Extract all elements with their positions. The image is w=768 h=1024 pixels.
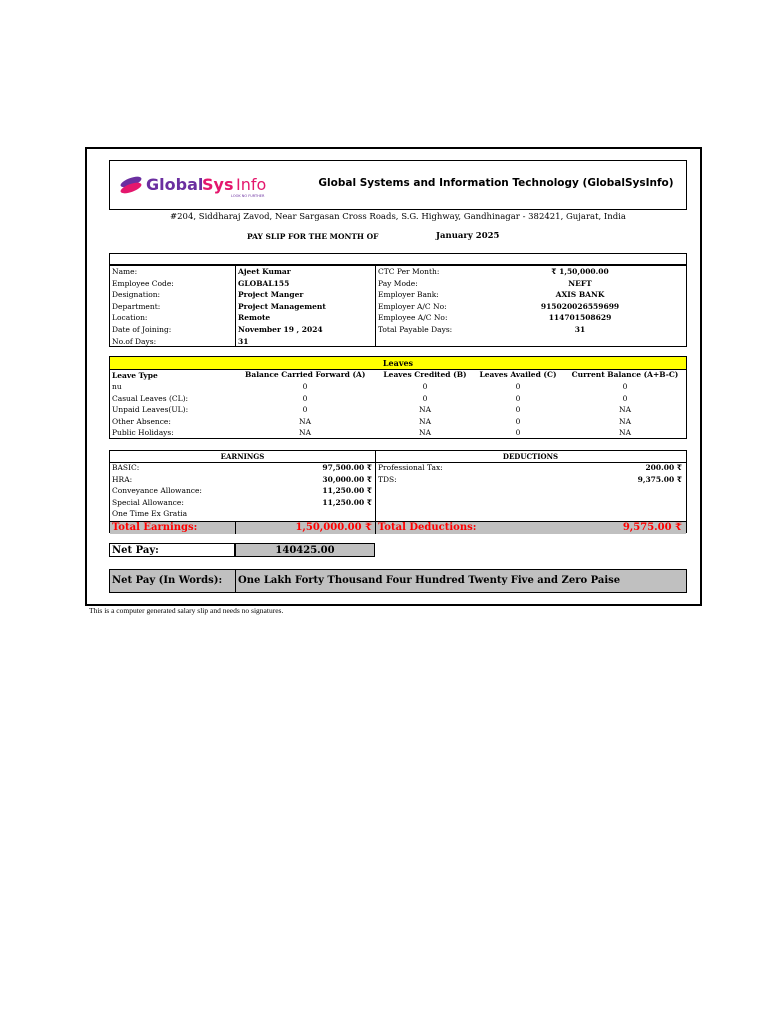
payslip-month-value: January 2025 xyxy=(436,231,500,241)
leave-credited: NA xyxy=(419,405,431,415)
leave-carried: NA xyxy=(299,416,311,426)
leave-balance: NA xyxy=(619,428,631,438)
earning-label: Conveyance Allowance: xyxy=(112,486,202,496)
leaves-header-availed: Leaves Availed (C) xyxy=(479,370,557,379)
employee-label: Location: xyxy=(112,313,148,323)
payable-days-value: 31 xyxy=(574,324,586,334)
spacer-bar xyxy=(109,253,687,265)
leaves-header-credited: Leaves Credited (B) xyxy=(383,370,467,379)
employee-designation: Project Manger xyxy=(238,290,304,300)
ctc-value: ₹ 1,50,000.00 xyxy=(551,267,609,276)
net-pay-label: Net Pay: xyxy=(109,543,235,557)
total-earnings-value: 1,50,000.00 ₹ xyxy=(295,522,372,533)
earning-label: HRA: xyxy=(112,474,133,484)
employment-label: CTC Per Month: xyxy=(378,267,440,276)
leave-balance: NA xyxy=(619,405,631,415)
net-pay-words-label: Net Pay (In Words): xyxy=(110,570,236,592)
employee-account-value: 114701508629 xyxy=(548,313,612,323)
total-earnings-label: Total Earnings: xyxy=(112,522,198,533)
employee-label: Employee Code: xyxy=(112,278,174,288)
pay-mode-value: NEFT xyxy=(568,278,592,288)
employee-code: GLOBAL155 xyxy=(238,278,290,288)
leaves-title: Leaves xyxy=(110,357,686,370)
logo-swirl-icon xyxy=(118,170,268,200)
earning-value: 30,000.00 ₹ xyxy=(322,474,372,484)
earning-label: One Time Ex Gratia xyxy=(112,509,188,519)
leave-carried: 0 xyxy=(302,393,308,403)
employee-label: No.of Days: xyxy=(112,336,157,346)
total-deductions-value: 9,575.00 ₹ xyxy=(622,522,682,533)
leave-availed: 0 xyxy=(515,428,521,438)
totals-row xyxy=(110,521,686,534)
leave-availed: 0 xyxy=(515,393,521,403)
company-logo xyxy=(118,170,268,200)
employment-label: Employer Bank: xyxy=(378,290,439,300)
footnote: This is a computer generated salary slip and needs no signatures. xyxy=(89,606,284,615)
employee-joining-date: November 19 , 2024 xyxy=(238,324,323,334)
leaves-header-type: Leave Type xyxy=(112,371,158,380)
leave-carried: 0 xyxy=(302,382,308,391)
leave-credited: NA xyxy=(419,416,431,426)
leave-type: Public Holidays: xyxy=(112,428,174,438)
deduction-value: 200.00 ₹ xyxy=(645,463,682,472)
employment-label: Employee A/C No: xyxy=(378,313,448,323)
leaves-header-balance: Current Balance (A+B-C) xyxy=(571,370,679,379)
leave-availed: 0 xyxy=(515,416,521,426)
employer-account-value: 915020026559699 xyxy=(540,301,620,311)
company-address: #204, Siddharaj Zavod, Near Sargasan Cross Roads, S.G. Highway, Gandhinagar - 382421, Gujarat, India xyxy=(170,212,626,222)
earning-value: 11,250.00 ₹ xyxy=(322,486,372,496)
leave-balance: 0 xyxy=(622,393,628,403)
total-deductions-label: Total Deductions: xyxy=(378,522,477,533)
leave-type: Other Absence: xyxy=(112,416,171,426)
employee-days: 31 xyxy=(238,336,249,346)
earning-label: BASIC: xyxy=(112,463,140,472)
logo-text-global: Global xyxy=(146,175,204,194)
leave-credited: NA xyxy=(419,428,431,438)
earnings-title: EARNINGS xyxy=(110,451,376,463)
employee-details xyxy=(109,265,687,347)
leave-carried: NA xyxy=(299,428,311,438)
leave-type: Unpaid Leaves(UL): xyxy=(112,405,189,415)
earning-value: 11,250.00 ₹ xyxy=(322,497,372,507)
leaves-header-carried: Balance Carried Forward (A) xyxy=(245,370,366,379)
earning-value: 97,500.00 ₹ xyxy=(322,463,372,472)
employee-label: Date of Joining: xyxy=(112,324,172,334)
earnings-deductions-table xyxy=(109,450,687,533)
payslip-month-label: PAY SLIP FOR THE MONTH OF xyxy=(247,232,379,241)
leave-availed: 0 xyxy=(515,405,521,415)
employer-bank-value: AXIS BANK xyxy=(555,290,605,300)
employment-label: Total Payable Days: xyxy=(378,324,453,334)
net-pay-words-value: One Lakh Forty Thousand Four Hundred Twenty Five and Zero Paise xyxy=(238,575,621,586)
employee-label: Designation: xyxy=(112,290,161,300)
employee-department: Project Management xyxy=(238,301,326,311)
leave-type: Casual Leaves (CL): xyxy=(112,393,189,403)
leave-carried: 0 xyxy=(302,405,308,415)
leave-type: nu xyxy=(112,382,122,391)
logo-tagline: LOOK NO FURTHER xyxy=(231,194,265,198)
employee-name: Ajeet Kumar xyxy=(238,267,291,276)
employment-label: Employer A/C No: xyxy=(378,301,447,311)
deduction-value: 9,375.00 ₹ xyxy=(637,474,682,484)
company-name: Global Systems and Information Technology (GlobalSysInfo) xyxy=(318,177,674,189)
leave-credited: 0 xyxy=(422,393,428,403)
deduction-label: Professional Tax: xyxy=(378,463,443,472)
net-pay-value: 140425.00 xyxy=(235,543,375,557)
employee-label: Department: xyxy=(112,301,161,311)
leave-credited: 0 xyxy=(422,382,428,391)
employee-location: Remote xyxy=(238,313,271,323)
employment-label: Pay Mode: xyxy=(378,278,418,288)
logo-text-info: Info xyxy=(236,175,267,194)
net-pay-words-row xyxy=(109,569,687,593)
deduction-label: TDS: xyxy=(378,474,397,484)
leave-balance: NA xyxy=(619,416,631,426)
logo-text-sys: Sys xyxy=(202,175,234,194)
deductions-title: DEDUCTIONS xyxy=(375,451,686,463)
leave-balance: 0 xyxy=(622,382,628,391)
leave-availed: 0 xyxy=(515,382,521,391)
leaves-table xyxy=(109,356,687,439)
employee-label: Name: xyxy=(112,267,138,276)
earning-label: Special Allowance: xyxy=(112,497,184,507)
